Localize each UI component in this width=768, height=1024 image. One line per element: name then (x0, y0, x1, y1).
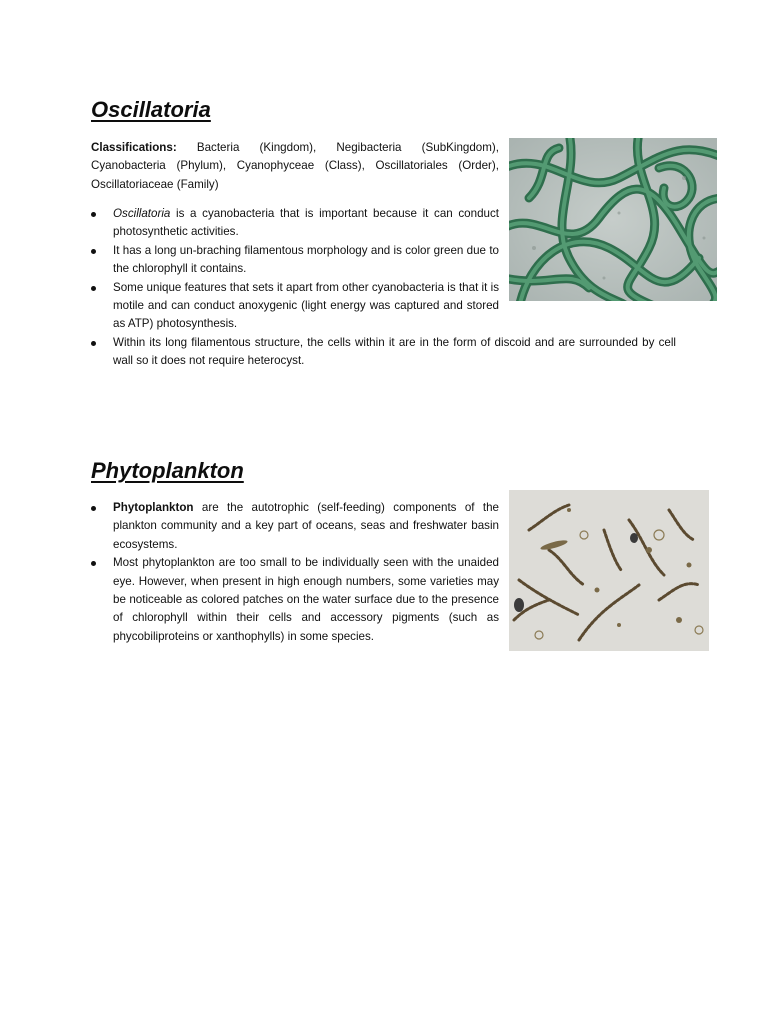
phytoplankton-microscope-image (509, 490, 709, 651)
list-item-text: is a cyanobacteria that is important because it can conduct photosynthetic activities. (113, 207, 499, 239)
list-item (91, 242, 499, 279)
bullet-icon (91, 212, 96, 217)
list-item-text: Most phytoplankton are too small to be individually seen with the unaided eye. However, when present in high enough numbers, some varieties may be noticeable as colored patches on the water surface due to the presence of chlorophyll within their cells and accessory pigments (such as phycobiliproteins or xanthophylls) in some species. (113, 556, 499, 643)
classification-label: Classifications: (91, 141, 177, 154)
list-item (91, 279, 499, 334)
list-item (91, 205, 499, 242)
classification-paragraph (91, 139, 499, 194)
italic-term: Oscillatoria (113, 207, 171, 220)
bullet-icon (91, 249, 96, 254)
oscillatoria-bullet-list (91, 205, 676, 371)
list-item-text: are the autotrophic (self-feeding) components of the plankton community and a key part of oceans, seas and freshwater basin ecosystems. (113, 501, 499, 551)
list-item-text: Within its long filamentous structure, the cells within it are in the form of discoid and are surrounded by cell wall so it does not require heterocyst. (113, 335, 676, 368)
bold-term: Phytoplankton (113, 501, 194, 514)
list-item (91, 499, 499, 554)
section-title-phytoplankton: Phytoplankton (91, 458, 244, 483)
filamentous-green-microscope-photo-icon (509, 138, 717, 301)
bullet-icon (91, 506, 96, 511)
bullet-icon (91, 561, 96, 566)
oscillatoria-microscope-image (509, 138, 717, 301)
list-item-text: Some unique features that sets it apart from other cyanobacteria is that it is motile and can conduct anoxygenic (light energy was captured and stored as ATP) photosynthesis. (113, 280, 499, 331)
bullet-icon (91, 341, 96, 346)
section-title-oscillatoria: Oscillatoria (91, 97, 211, 122)
classification-text: Bacteria (Kingdom), Negibacteria (SubKingdom), Cyanobacteria (Phylum), Cyanophyceae (Class), Oscillatoriales (Order), Oscillatoriaceae (Family) (91, 141, 499, 191)
bullet-icon (91, 286, 96, 291)
phytoplankton-bullet-list (91, 499, 499, 646)
phytoplankton-microscope-photo-icon (509, 490, 709, 651)
list-item-text: It has a long un-braching filamentous morphology and is color green due to the chlorophyll it contains. (113, 243, 499, 276)
list-item (91, 334, 676, 371)
list-item (91, 554, 499, 646)
